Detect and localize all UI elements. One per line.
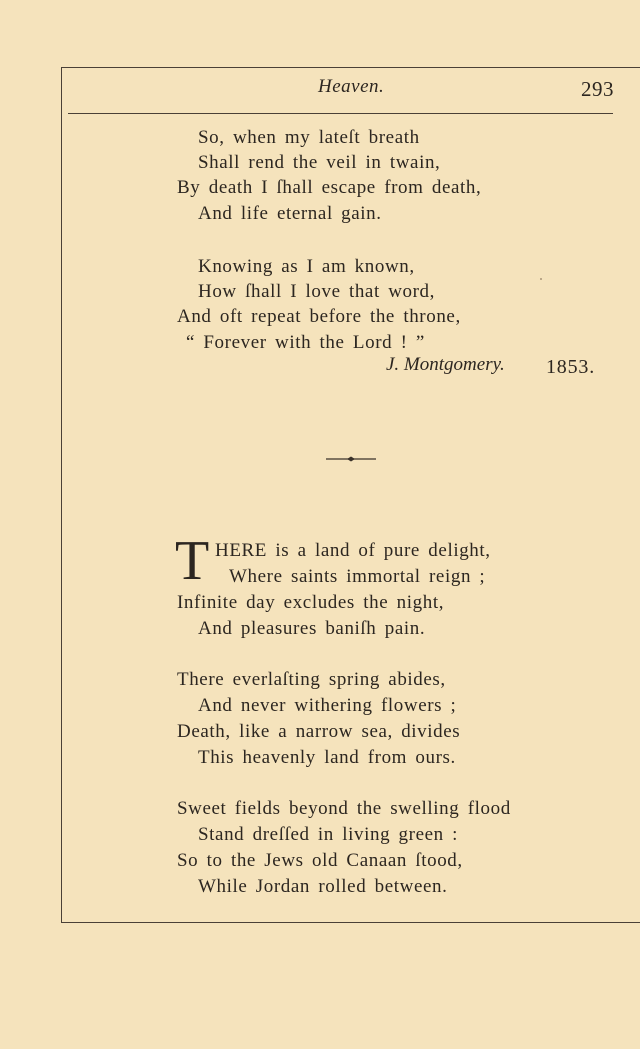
poem2-line-11: So to the Jews old Canaan ſtood, (177, 850, 463, 871)
page-number: 293 (581, 77, 614, 101)
poem2-line-12: While Jordan rolled between. (198, 876, 448, 897)
poem2-line-6: And never withering flowers ; (198, 695, 457, 716)
poem2-line-3: Infinite day excludes the night, (177, 592, 445, 613)
drop-cap: T (175, 530, 210, 592)
poem1-line-4: And life eternal gain. (198, 203, 382, 224)
poem2-line-10: Stand dreſſed in living green : (198, 824, 458, 845)
attribution-author: J. Montgomery. (386, 354, 505, 375)
poem2-line-8: This heavenly land from ours. (198, 747, 456, 768)
poem1-line-5: Knowing as I am known, (198, 256, 415, 277)
poem1-line-3: By death I ſhall escape from death, (177, 177, 482, 198)
poem2-line-4: And pleasures baniſh pain. (198, 618, 426, 639)
poem2-line-5: There everlaſting spring abides, (177, 669, 446, 690)
poem2-line-7: Death, like a narrow sea, divides (177, 721, 461, 742)
paper-speck (540, 278, 542, 280)
header-rule (68, 113, 613, 114)
poem2-line-2: Where saints immortal reign ; (229, 566, 486, 587)
poem2-line-9: Sweet fields beyond the swelling flood (177, 798, 511, 819)
ornament-divider-icon (326, 452, 376, 466)
poem1-line-6: How ſhall I love that word, (198, 281, 435, 302)
poem1-line-8: “ Forever with the Lord ! ” (186, 332, 425, 353)
poem1-line-1: So, when my lateſt breath (198, 127, 420, 148)
attribution-year: 1853. (546, 356, 595, 378)
poem1-line-7: And oft repeat before the throne, (177, 306, 461, 327)
running-title: Heaven. (318, 76, 385, 97)
poem2-line-1: HERE is a land of pure delight, (215, 540, 491, 561)
poem1-line-2: Shall rend the veil in twain, (198, 152, 441, 173)
